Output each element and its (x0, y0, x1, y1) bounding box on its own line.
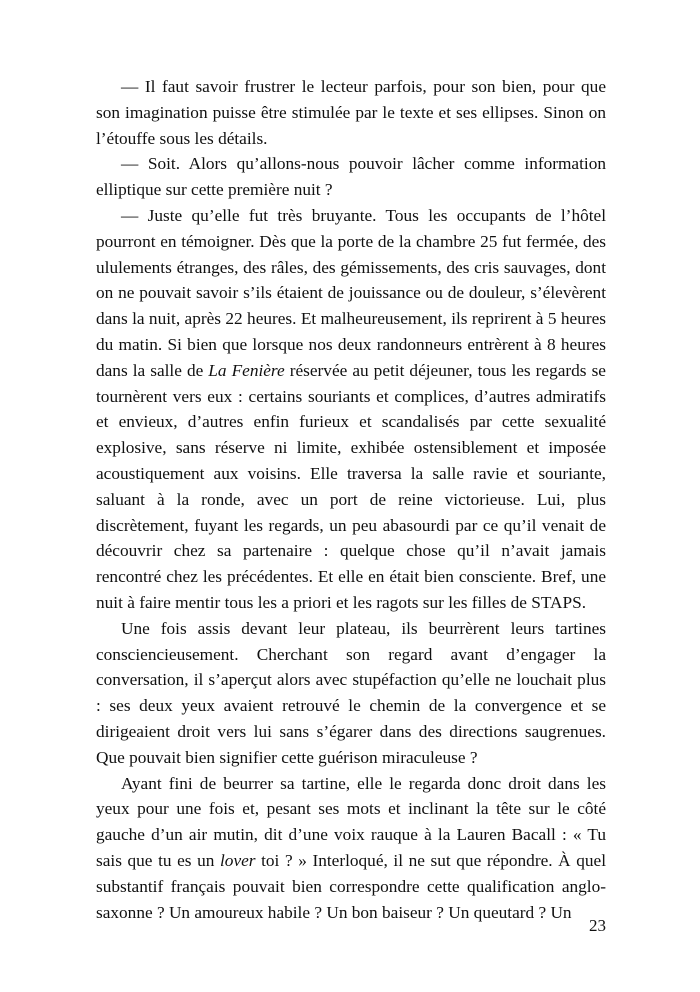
paragraph-text: réservée au petit déjeuner, tous les regards se tournèrent vers eux : certains souriants et complices, d’autres admiratifs et envieux, d’autres enfin furieux et scandalisés par cette sexualité explosive, sans réserve ni limite, exhibée ostensiblement et imposée acoustiquement aux voisins. Elle traversa la salle ravie et souriante, saluant à la ronde, avec un port de reine victorieuse. Lui, plus discrètement, fuyant les regards, un peu abasourdi par ce qu’il venait de découvrir chez sa partenaire : quelque chose qu’il n’avait jamais rencontré chez les précédentes. Et elle en était bien consciente. Bref, une nuit à faire mentir tous les a priori et les ragots sur les filles de STAPS. (96, 360, 606, 612)
page-body (96, 74, 606, 925)
paragraph (96, 771, 606, 926)
paragraph-text: toi ? » Interloqué, il ne sut que répondre. À quel substantif français pouvait bien correspondre cette qualification anglo-saxonne ? Un amoureux habile ? Un bon baiseur ? Un queutard ? Un (96, 850, 606, 922)
paragraph-text: — Soit. Alors qu’allons-nous pouvoir lâcher comme information elliptique sur cette première nuit ? (96, 154, 606, 200)
page-number: 23 (589, 916, 606, 935)
paragraph (96, 616, 606, 771)
paragraph (96, 203, 606, 616)
paragraph (96, 74, 606, 151)
italic-title: La Fenière (208, 360, 285, 380)
paragraph-text: — Il faut savoir frustrer le lecteur parfois, pour son bien, pour que son imagination puisse être stimulée par le texte et ses ellipses. Sinon on l’étouffe sous les détails. (96, 77, 606, 148)
paragraph (96, 151, 606, 203)
paragraph-text: Ayant fini de beurrer sa tartine, elle le regarda donc droit dans les yeux pour une fois et, pesant ses mots et inclinant la tête sur le côté gauche d’un air mutin, dit d’une voix rauque à la Lauren Bacall : « Tu sais que tu es un (96, 773, 606, 870)
italic-word: lover (220, 850, 256, 870)
paragraph-text: Une fois assis devant leur plateau, ils beurrèrent leurs tartines consciencieusement. Cherchant son regard avant d’engager la conversation, il s’aperçut alors avec stupéfaction qu’elle ne louchait plus : ses deux yeux avaient retrouvé le chemin de la convergence et se dirigeaient droit vers lui sans s’égarer dans des directions saugrenues. Que pouvait bien signifier cette guérison miraculeuse ? (96, 618, 606, 767)
paragraph-text: — Juste qu’elle fut très bruyante. Tous les occupants de l’hôtel pourront en témoigner. Dès que la porte de la chambre 25 fut fermée, des ululements étranges, des râles, des gémissements, des cris sauvages, dont on ne pouvait savoir s’ils étaient de jouissance ou de douleur, s’élevèrent dans la nuit, après 22 heures. Et malheureusement, ils reprirent à 5 heures du matin. Si bien que lorsque nos deux randonneurs entrèrent à 8 heures dans la salle de (96, 205, 606, 380)
